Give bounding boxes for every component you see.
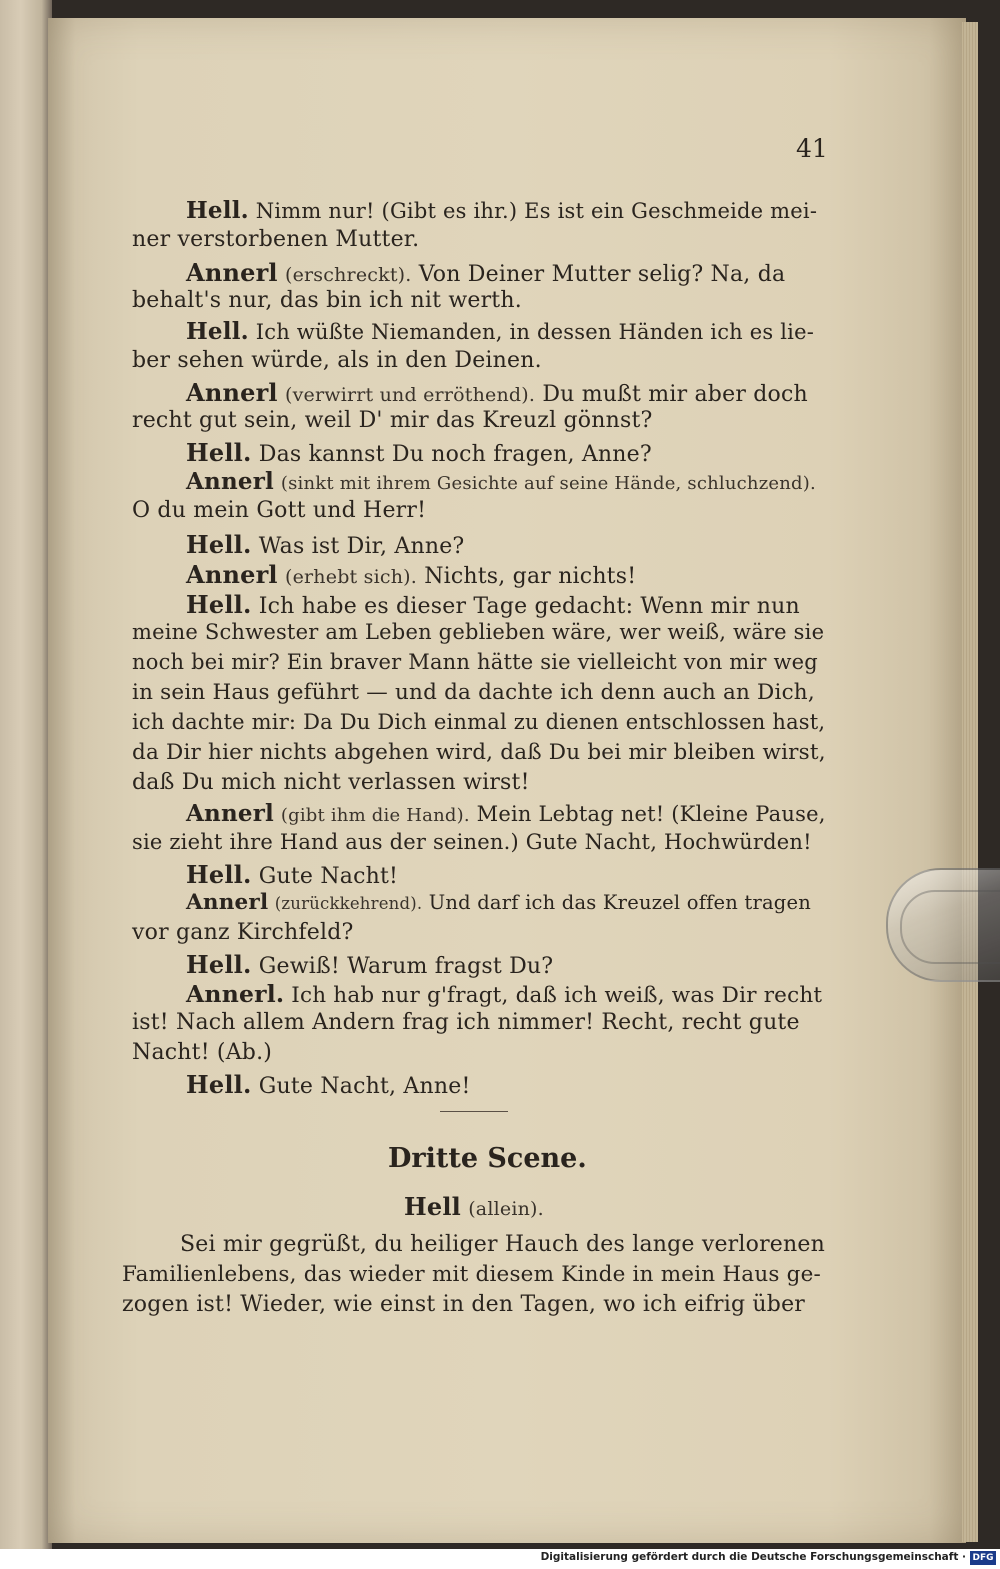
speaker-name: Hell. [186,860,252,889]
line-text: ner verstorbenen Mutter. [132,227,420,252]
speaker-name: Hell. [186,1070,252,1099]
line-text: Gute Nacht! [258,864,399,889]
scene-title: Dritte Scene. [388,1143,587,1174]
line-text: Ich hab nur g'fragt, daß ich weiß, was Dir recht [291,983,823,1008]
line-text: ich dachte mir: Da Du Dich einmal zu dienen entschlossen hast, [132,710,826,734]
line-text: recht gut sein, weil D' mir das Kreuzl gönnst? [132,408,653,433]
text-line [186,560,636,589]
line-text: Nichts, gar nichts! [424,564,637,589]
line-text: Ich wüßte Niemanden, in dessen Händen ich es lie- [255,320,815,344]
line-text: in sein Haus geführt — und da dachte ich denn auch an Dich, [132,680,815,705]
line-text: Gute Nacht, Anne! [258,1074,471,1099]
speaker-name: Hell. [186,950,252,979]
monologue-line: zogen ist! Wieder, wie einst in den Tagen, wo ich eifrig über [122,1292,806,1317]
text-line [132,620,826,644]
text-line [186,590,826,619]
text-line [132,288,522,313]
line-text: Ich habe es dieser Tage gedacht: Wenn mir nun [258,594,800,619]
text-line [186,860,398,889]
text-line [186,950,553,979]
line-text: Du mußt mir aber doch [542,382,808,407]
text-line [186,197,826,224]
speaker-name: Annerl [186,378,278,407]
speaker-name: Hell. [186,438,252,467]
monologue-line: Familienlebens, das wieder mit diesem Kinde in mein Haus ge- [122,1262,821,1287]
text-line [186,258,826,287]
line-text: O du mein Gott und Herr! [132,498,427,523]
speaker-name: Hell. [186,530,252,559]
monologue-line: Sei mir gegrüßt, du heiliger Hauch des lange verlorenen [180,1232,825,1257]
scene-heading-speaker: Hell [404,1192,461,1221]
line-text: sie zieht ihre Hand aus der seinen.) Gute Nacht, Hochwürden! [132,830,812,854]
facing-page-edge [0,0,52,1569]
line-text: Nimm nur! (Gibt es ihr.) Es ist ein Geschmeide mei- [255,199,818,223]
line-text: Mein Lebtag net! (Kleine Pause, [476,802,826,826]
text-line [186,890,826,915]
text-line [132,920,354,945]
stage-direction: (gibt ihm die Hand). [280,805,470,826]
line-text: daß Du mich nicht verlassen wirst! [132,770,530,795]
line-text: Was ist Dir, Anne? [258,534,465,559]
speaker-name: Annerl. [186,980,285,1008]
line-text: ber sehen würde, als in den Deinen. [132,348,542,373]
line-text: ist! Nach allem Andern frag ich nimmer! Recht, recht gute [132,1010,800,1035]
page-number: 41 [796,134,828,163]
line-text: Gewiß! Warum fragst Du? [258,954,554,979]
footer-credit: Digitalisierung gefördert durch die Deutsche Forschungsgemeinschaft · [540,1551,966,1563]
line-text: da Dir hier nichts abgehen wird, daß Du bei mir bleiben wirst, [132,740,826,765]
stage-direction: (verwirrt und erröthend). [284,384,536,406]
text-line [132,1010,826,1035]
text-line [132,1040,272,1065]
text-line [132,408,826,433]
text-line [132,650,826,674]
speaker-name: Annerl [186,258,278,287]
scene-heading [404,1192,544,1221]
text-line [186,468,816,495]
text-line [132,227,419,252]
line-text: Das kannst Du noch fragen, Anne? [258,442,652,467]
paper-clip-inner [900,890,1000,964]
text-line [132,740,826,765]
speaker-name: Hell. [186,318,249,345]
speaker-name: Annerl [186,890,269,915]
page-stack-edge [962,22,978,1542]
speaker-name: Hell. [186,590,252,619]
speaker-name: Annerl [186,468,274,495]
text-line [186,980,826,1008]
line-text: meine Schwester am Leben geblieben wäre, wer weiß, wäre sie [132,620,825,644]
scene-heading-direction: (allein). [468,1198,544,1220]
text-line [132,770,530,795]
text-line [132,680,826,705]
text-line [186,530,464,559]
stage-direction: (sinkt mit ihrem Gesichte auf seine Hände, schluchzend). [280,473,816,494]
stage-direction: (zurückkehrend). [274,894,423,913]
text-line [132,348,542,373]
stage-direction: (erhebt sich). [284,566,417,588]
text-line [186,800,826,827]
line-text: Nacht! (Ab.) [132,1040,273,1065]
text-line [186,378,826,407]
text-line [132,830,826,854]
line-text: Von Deiner Mutter selig? Na, da [418,262,786,287]
line-text: noch bei mir? Ein braver Mann hätte sie vielleicht von mir weg [132,650,818,674]
stage-direction: (erschreckt). [284,264,412,286]
text-line [186,1070,471,1099]
text-line [186,318,826,345]
line-text: Und darf ich das Kreuzel offen tragen [428,891,811,914]
speaker-name: Annerl [186,800,274,827]
line-text: vor ganz Kirchfeld? [132,920,354,945]
scene-divider [440,1111,508,1112]
text-line [186,438,652,467]
text-line [132,710,826,734]
text-line [132,498,426,523]
line-text: behalt's nur, das bin ich nit werth. [132,288,522,313]
speaker-name: Annerl [186,560,278,589]
speaker-name: Hell. [186,197,249,224]
dfg-logo: DFG [970,1551,996,1565]
